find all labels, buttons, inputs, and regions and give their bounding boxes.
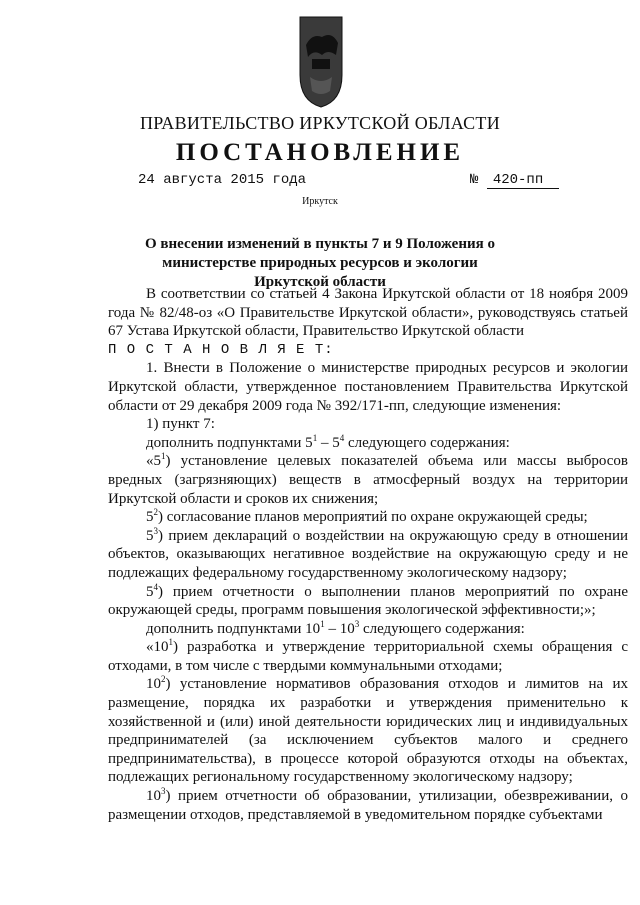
subpoint-5-4: $5^4$) прием отчетности о выполнении планов мероприятий по охране окружающей среды, программ повышения экологической эффективности;»; bbox=[108, 581, 628, 619]
subpoint-5-2: $5^2$) согласование планов мероприятий по охране окружающей среды; bbox=[146, 507, 588, 526]
subpoint-5-1: «$5^1$) установление целевых показателей объема или массы выбросов вредных (загрязняющих) веществ в атмосферный воздух на территории Иркутской области и сроков их снижения; bbox=[108, 451, 628, 507]
document-body bbox=[108, 285, 628, 824]
point-7-paragraph: 1) пункт 7: bbox=[146, 416, 215, 433]
add-subpoints-10-paragraph: дополнить подпунктами $10^1 - 10^3$ следующего содержания: bbox=[146, 618, 525, 637]
city-name: Иркутск bbox=[302, 196, 338, 207]
document-subject: О внесении изменений в пункты 7 и 9 Положения о министерстве природных ресурсов и экологии Иркутской области bbox=[145, 236, 495, 290]
document-number bbox=[470, 172, 559, 189]
add-subpoints-5-paragraph: дополнить подпунктами $5^1 - 5^4$ следующего содержания: bbox=[146, 432, 510, 451]
subpoint-10-1: «$10^1$) разработка и утверждение территориальной схемы обращения с отходами, в том числе с твердыми коммунальными отходами; bbox=[108, 637, 628, 674]
preamble-paragraph: В соответствии со статьей 4 Закона Иркутской области от 18 ноября 2009 года № 82/48-оз «О Правительстве Иркутской области», руководствуясь статьей 67 Устава Иркутской области, Правительство Иркутской области bbox=[108, 286, 628, 340]
number-value: 420-пп bbox=[487, 172, 559, 189]
item-1-paragraph: 1. Внести в Положение о министерстве природных ресурсов и экологии Иркутской области, утвержденное постановлением Правительства Иркутской области от 29 декабря 2009 года № 392/171-пп, следующие изменения: bbox=[108, 360, 628, 414]
subpoint-10-2: $10^2$) установление нормативов образования отходов и лимитов на их размещение, порядка их разработки и утверждения применительно к хозяйственной и (или) иной деятельности юридических лиц и индивидуальных предпринимателей (за исключением субъектов малого и среднего предпринимательства), в процессе которой образуются отходы на объектах, подлежащих региональному государственному экологическому надзору; bbox=[108, 674, 628, 786]
number-label: № bbox=[470, 172, 479, 188]
coat-of-arms-emblem bbox=[298, 15, 344, 109]
document-type-title: ПОСТАНОВЛЕНИЕ bbox=[175, 139, 465, 166]
government-name: ПРАВИТЕЛЬСТВО ИРКУТСКОЙ ОБЛАСТИ bbox=[139, 113, 501, 133]
document-date: 24 августа 2015 года bbox=[138, 172, 307, 188]
subpoint-5-3: $5^3$) прием деклараций о воздействии на окружающую среду в отношении объектов, оказывающих негативное воздействие на окружающую среду и не подлежащих федеральному государственному экологическому надзору; bbox=[108, 525, 628, 581]
decree-word: П О С Т А Н О В Л Я Е Т: bbox=[108, 341, 334, 358]
subpoint-10-3: $10^3$) прием отчетности об образовании, утилизации, обезвреживании, о размещении отходов, представляемой в уведомительном порядке субъектами bbox=[108, 786, 628, 823]
